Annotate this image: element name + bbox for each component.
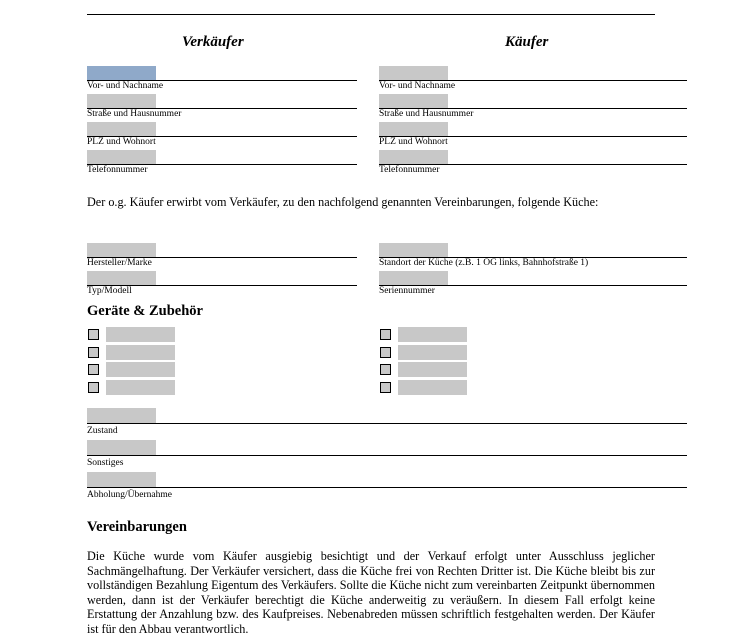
appliance-checkbox[interactable]: [88, 329, 99, 340]
location-label: Standort der Küche (z.B. 1 OG links, Bahnhofstraße 1): [379, 258, 589, 268]
appliance-input[interactable]: [106, 362, 175, 377]
misc-label: Sonstiges: [87, 458, 124, 468]
appliance-checkbox[interactable]: [380, 347, 391, 358]
appliance-checkbox[interactable]: [88, 382, 99, 393]
buyer-name-label: Vor- und Nachname: [379, 81, 456, 91]
buyer-city-input[interactable]: [379, 122, 448, 137]
pickup-input[interactable]: [87, 472, 156, 487]
appliance-input[interactable]: [398, 380, 467, 395]
buyer-street-input[interactable]: [379, 94, 448, 109]
brand-label: Hersteller/Marke: [87, 258, 152, 268]
model-input[interactable]: [87, 271, 156, 286]
misc-line: [87, 455, 687, 456]
brand-input[interactable]: [87, 243, 156, 258]
appliances-heading: Geräte & Zubehör: [87, 303, 203, 319]
appliance-input[interactable]: [398, 345, 467, 360]
buyer-heading: Käufer: [505, 34, 549, 50]
buyer-city-label: PLZ und Wohnort: [379, 137, 448, 147]
seller-name-input[interactable]: [87, 66, 156, 81]
seller-name-label: Vor- und Nachname: [87, 81, 164, 91]
condition-label: Zustand: [87, 426, 118, 436]
model-label: Typ/Modell: [87, 286, 132, 296]
buyer-street-label: Straße und Hausnummer: [379, 109, 474, 119]
pickup-line: [87, 487, 687, 488]
condition-line: [87, 423, 687, 424]
seller-city-label: PLZ und Wohnort: [87, 137, 156, 147]
intro-paragraph: Der o.g. Käufer erwirbt vom Verkäufer, zu den nachfolgend genannten Vereinbarungen, folgende Küche:: [87, 195, 599, 209]
appliance-checkbox[interactable]: [88, 347, 99, 358]
seller-street-input[interactable]: [87, 94, 156, 109]
buyer-phone-input[interactable]: [379, 150, 448, 165]
appliance-checkbox[interactable]: [380, 364, 391, 375]
pickup-label: Abholung/Übernahme: [87, 490, 172, 500]
appliance-input[interactable]: [106, 380, 175, 395]
agreements-heading: Vereinbarungen: [87, 519, 187, 535]
buyer-name-input[interactable]: [379, 66, 448, 81]
appliance-input[interactable]: [398, 327, 467, 342]
location-input[interactable]: [379, 243, 448, 258]
appliance-input[interactable]: [106, 327, 175, 342]
appliance-input[interactable]: [106, 345, 175, 360]
appliance-checkbox[interactable]: [380, 382, 391, 393]
appliance-checkbox[interactable]: [380, 329, 391, 340]
condition-input[interactable]: [87, 408, 156, 423]
seller-heading: Verkäufer: [182, 34, 244, 50]
serial-label: Seriennummer: [379, 286, 435, 296]
serial-input[interactable]: [379, 271, 448, 286]
appliance-checkbox[interactable]: [88, 364, 99, 375]
agreements-paragraph: Die Küche wurde vom Käufer ausgiebig besichtigt und der Verkauf erfolgt unter Ausschluss jeglicher Sachmängelhaftung. Der Verkäufer versichert, dass die Küche frei von Rechten Dritter ist. Die Küche bleibt bis zur vollständigen Bezahlung Eigentum des Verkäufers. Sollte die Küche nicht zum vereinbarten Zeitpunkt übernommen werden, dann ist der Verkäufer berechtigt die Küche anderweitig zu veräußern. In diesem Fall erfolgt keine Erstattung der Anzahlung bzw. des Kaufpreises. Nebenabreden müssen schriftlich festgehalten werden. Der Käufer ist für den Abbau verantwortlich.: [87, 549, 655, 636]
misc-input[interactable]: [87, 440, 156, 455]
seller-phone-input[interactable]: [87, 150, 156, 165]
seller-phone-label: Telefonnummer: [87, 165, 148, 175]
seller-street-label: Straße und Hausnummer: [87, 109, 182, 119]
appliance-input[interactable]: [398, 362, 467, 377]
seller-city-input[interactable]: [87, 122, 156, 137]
top-divider: [87, 14, 655, 15]
buyer-phone-label: Telefonnummer: [379, 165, 440, 175]
